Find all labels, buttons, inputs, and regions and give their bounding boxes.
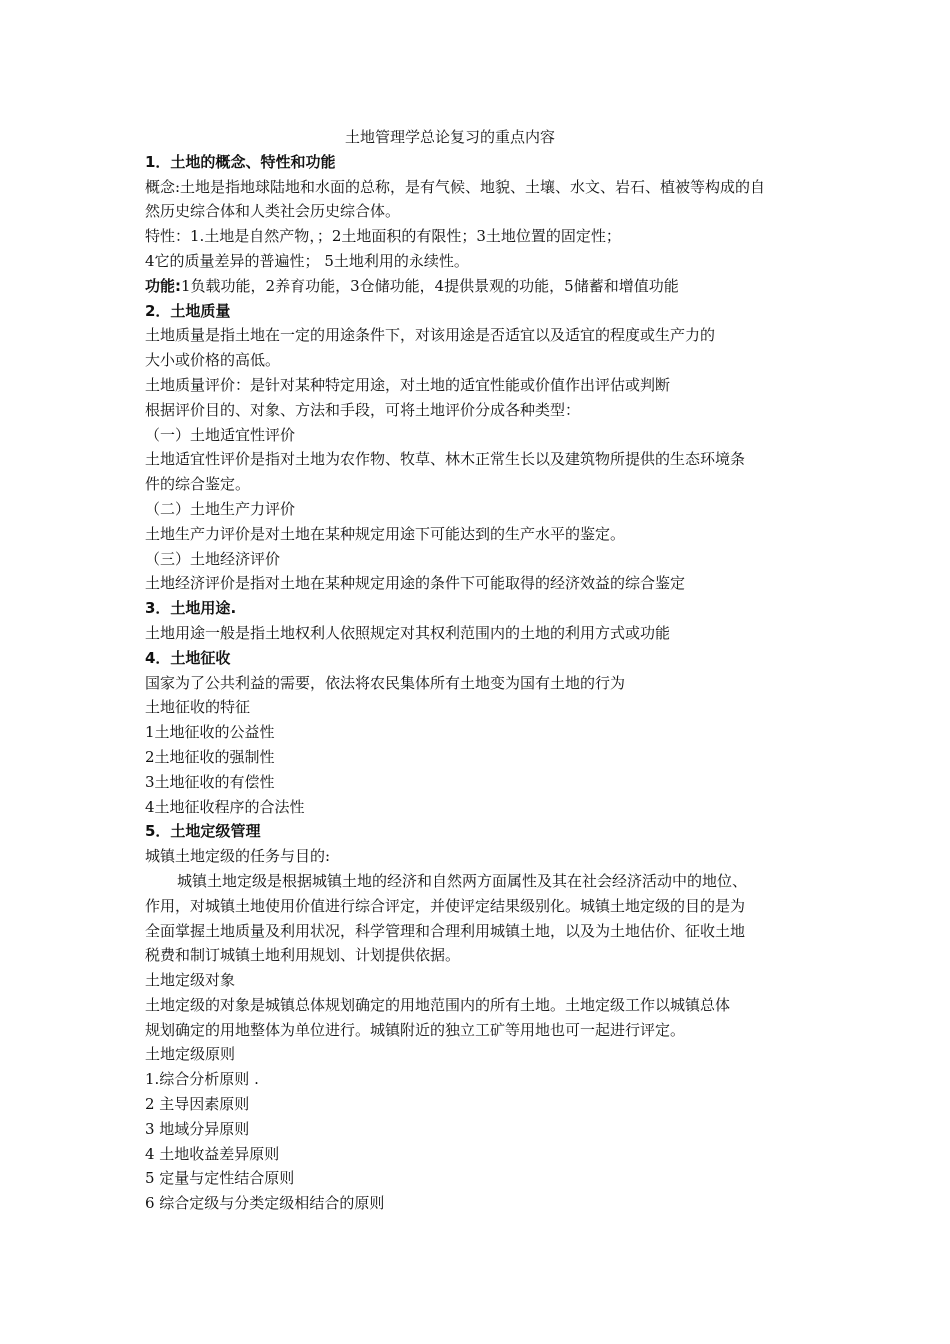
grading-para-line-1: 城镇土地定级是根据城镇土地的经济和自然两方面属性及其在社会经济活动中的地位、 — [177, 871, 748, 890]
economic-heading: （三）土地经济评价 — [145, 549, 281, 568]
grading-task-heading: 城镇土地定级的任务与目的: — [145, 847, 331, 866]
functions-line — [145, 274, 815, 299]
list-item: 5 定量与定性结合原则 — [145, 1169, 295, 1188]
economic-text: 土地经济评价是指对土地在某种规定用途的条件下可能取得的经济效益的综合鉴定 — [145, 574, 686, 593]
grading-principle-heading: 土地定级原则 — [145, 1045, 236, 1064]
grading-object-line-2: 规划确定的用地整体为单位进行。城镇附近的独立工矿等用地也可一起进行评定。 — [145, 1020, 686, 1039]
concept-line-2: 然历史综合体和人类社会历史综合体。 — [145, 202, 401, 221]
list-item: 4 土地收益差异原则 — [145, 1144, 280, 1163]
list-item: 1.综合分析原则 . — [145, 1070, 259, 1089]
functions-label: 功能: — [145, 276, 181, 295]
section-2-heading: 2．土地质量 — [145, 301, 231, 320]
traits-line-1: 特性：1.土地是自然产物，；2土地面积的有限性；3土地位置的固定性； — [145, 227, 621, 246]
list-item: 6 综合定级与分类定级相结合的原则 — [145, 1194, 385, 1213]
traits-line-2: 4它的质量差异的普遍性； 5土地利用的永续性。 — [145, 251, 469, 270]
grading-para-line-3: 全面掌握土地质量及利用状况，科学管理和合理利用城镇土地，以及为土地估价、征收土地 — [145, 921, 746, 940]
suitability-heading: （一）土地适宜性评价 — [145, 425, 296, 444]
productivity-text: 土地生产力评价是对土地在某种规定用途下可能达到的生产水平的鉴定。 — [145, 524, 626, 543]
land-quality-def-line-1: 土地质量是指土地在一定的用途条件下，对该用途是否适宜以及适宜的程度或生产力的 — [145, 326, 716, 345]
expropriation-features-heading: 土地征收的特征 — [145, 698, 251, 717]
grading-object-line-1: 土地定级的对象是城镇总体规划确定的用地范围内的所有土地。土地定级工作以城镇总体 — [145, 995, 731, 1014]
suitability-line-2: 件的综合鉴定。 — [145, 475, 251, 494]
section-1-heading: 1．土地的概念、特性和功能 — [145, 152, 336, 171]
grading-para-line-4: 税费和制订城镇土地利用规划、计划提供依据。 — [145, 946, 461, 965]
land-quality-eval: 土地质量评价：是针对某种特定用途，对土地的适宜性能或价值作出评估或判断 — [145, 375, 671, 394]
list-item: 4土地征收程序的合法性 — [145, 797, 305, 816]
expropriation-def: 国家为了公共利益的需要，依法将农民集体所有土地变为国有土地的行为 — [145, 673, 626, 692]
list-item: 3 地域分异原则 — [145, 1119, 250, 1138]
section-4-heading: 4．土地征收 — [145, 648, 231, 667]
document-page — [145, 125, 815, 1216]
grading-object-heading: 土地定级对象 — [145, 971, 236, 990]
eval-types-intro: 根据评价目的、对象、方法和手段，可将土地评价分成各种类型： — [145, 400, 581, 419]
grading-para-line-2: 作用，对城镇土地使用价值进行综合评定，并使评定结果级别化。城镇土地定级的目的是为 — [145, 896, 746, 915]
concept-line-1: 概念:土地是指地球陆地和水面的总称，是有气候、地貌、土壤、水文、岩石、植被等构成的自 — [145, 177, 766, 196]
document-title: 土地管理学总论复习的重点内容 — [344, 128, 555, 146]
list-item: 1土地征收的公益性 — [145, 723, 275, 742]
productivity-heading: （二）土地生产力评价 — [145, 499, 296, 518]
list-item: 2土地征收的强制性 — [145, 747, 275, 766]
section-5-heading: 5．土地定级管理 — [145, 822, 261, 841]
suitability-line-1: 土地适宜性评价是指对土地为农作物、牧草、林木正常生长以及建筑物所提供的生态环境条 — [145, 450, 746, 469]
section-3-heading: 3．土地用途. — [145, 599, 237, 618]
list-item: 3土地征收的有偿性 — [145, 772, 275, 791]
list-item: 2 主导因素原则 — [145, 1095, 250, 1114]
land-quality-def-line-2: 大小或价格的高低。 — [145, 351, 281, 370]
land-use-text: 土地用途一般是指土地权利人依照规定对其权利范围内的土地的利用方式或功能 — [145, 623, 671, 642]
functions-text: 1负载功能，2养育功能，3仓储功能，4提供景观的功能，5储蓄和增值功能 — [181, 276, 679, 295]
